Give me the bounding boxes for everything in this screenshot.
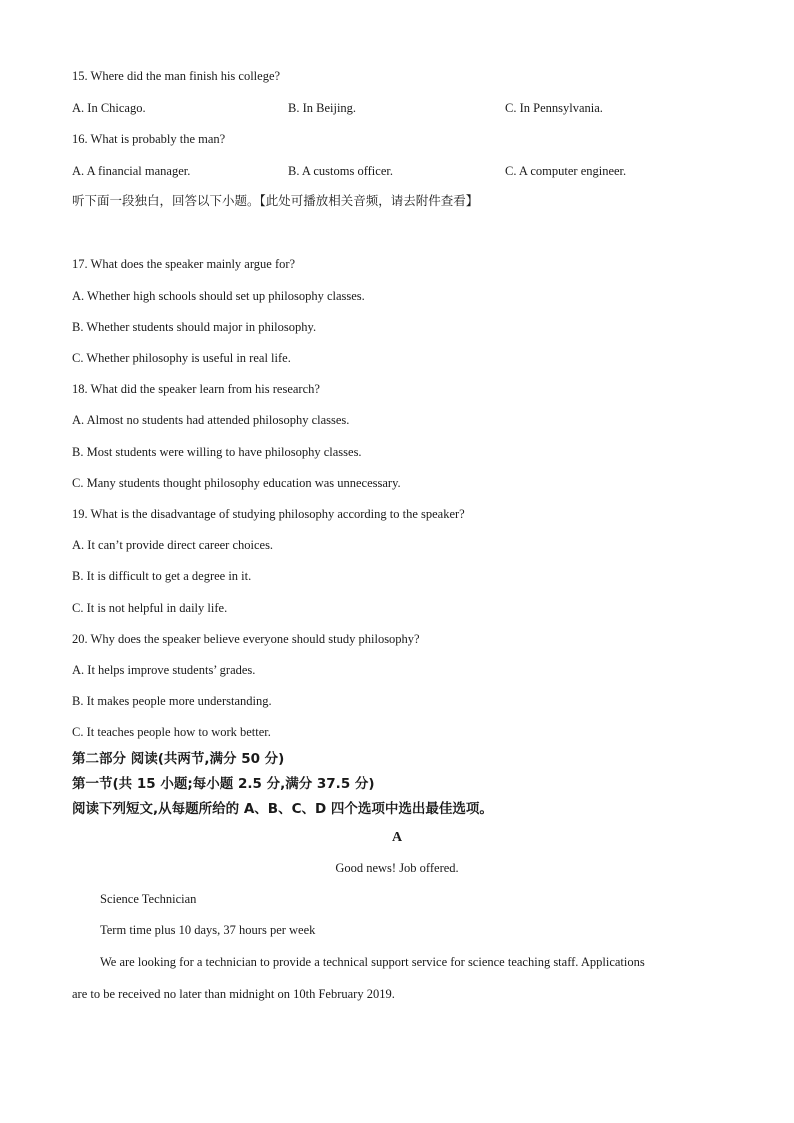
q19-option-a: A. It can’t provide direct career choices. <box>72 538 274 552</box>
q15-option-c: C. In Pennsylvania. <box>505 101 603 115</box>
passage-title: Good news! Job offered. <box>335 861 459 875</box>
question-15: 15. Where did the man finish his college? <box>72 69 281 83</box>
job-title: Science Technician <box>100 892 197 906</box>
q16-option-b: B. A customs officer. <box>288 164 393 178</box>
question-20: 20. Why does the speaker believe everyone should study philosophy? <box>72 632 420 646</box>
passage-letter: A <box>391 830 403 845</box>
q17-option-a: A. Whether high schools should set up philosophy classes. <box>72 289 365 303</box>
q15-option-a: A. In Chicago. <box>72 101 146 115</box>
q16-option-c: C. A computer engineer. <box>505 164 627 178</box>
part2-instruction: 阅读下列短文,从每题所给的 A、B、C、D 四个选项中选出最佳选项。 <box>72 801 493 817</box>
q20-option-b: B. It makes people more understanding. <box>72 694 272 708</box>
question-19: 19. What is the disadvantage of studying philosophy according to the speaker? <box>72 507 465 521</box>
passage-body-line-2: are to be received no later than midnight on 10th February 2019. <box>72 987 395 1001</box>
q17-option-b: B. Whether students should major in philosophy. <box>72 320 317 334</box>
q16-option-a: A. A financial manager. <box>72 164 191 178</box>
question-17: 17. What does the speaker mainly argue for? <box>72 257 296 271</box>
monologue-instruction: 听下面一段独白，回答以下小题。【此处可播放相关音频，请去附件查看】 <box>72 193 479 208</box>
part2-section1: 第一节(共 15 小题;每小题 2.5 分,满分 37.5 分) <box>72 776 375 792</box>
part2-heading: 第二部分 阅读(共两节,满分 50 分) <box>72 751 285 767</box>
q18-option-c: C. Many students thought philosophy education was unnecessary. <box>72 476 401 490</box>
q18-option-a: A. Almost no students had attended philosophy classes. <box>72 413 350 427</box>
q17-option-c: C. Whether philosophy is useful in real life. <box>72 351 291 365</box>
question-16: 16. What is probably the man? <box>72 132 226 146</box>
q19-option-c: C. It is not helpful in daily life. <box>72 601 228 615</box>
q20-option-c: C. It teaches people how to work better. <box>72 725 271 739</box>
q19-option-b: B. It is difficult to get a degree in it. <box>72 569 252 583</box>
q20-option-a: A. It helps improve students’ grades. <box>72 663 256 677</box>
q18-option-b: B. Most students were willing to have philosophy classes. <box>72 445 362 459</box>
question-18: 18. What did the speaker learn from his research? <box>72 382 320 396</box>
q15-option-b: B. In Beijing. <box>288 101 357 115</box>
job-hours: Term time plus 10 days, 37 hours per week <box>100 923 316 937</box>
passage-body-line-1: We are looking for a technician to provide a technical support service for science teaching staff. Applications <box>100 955 645 969</box>
